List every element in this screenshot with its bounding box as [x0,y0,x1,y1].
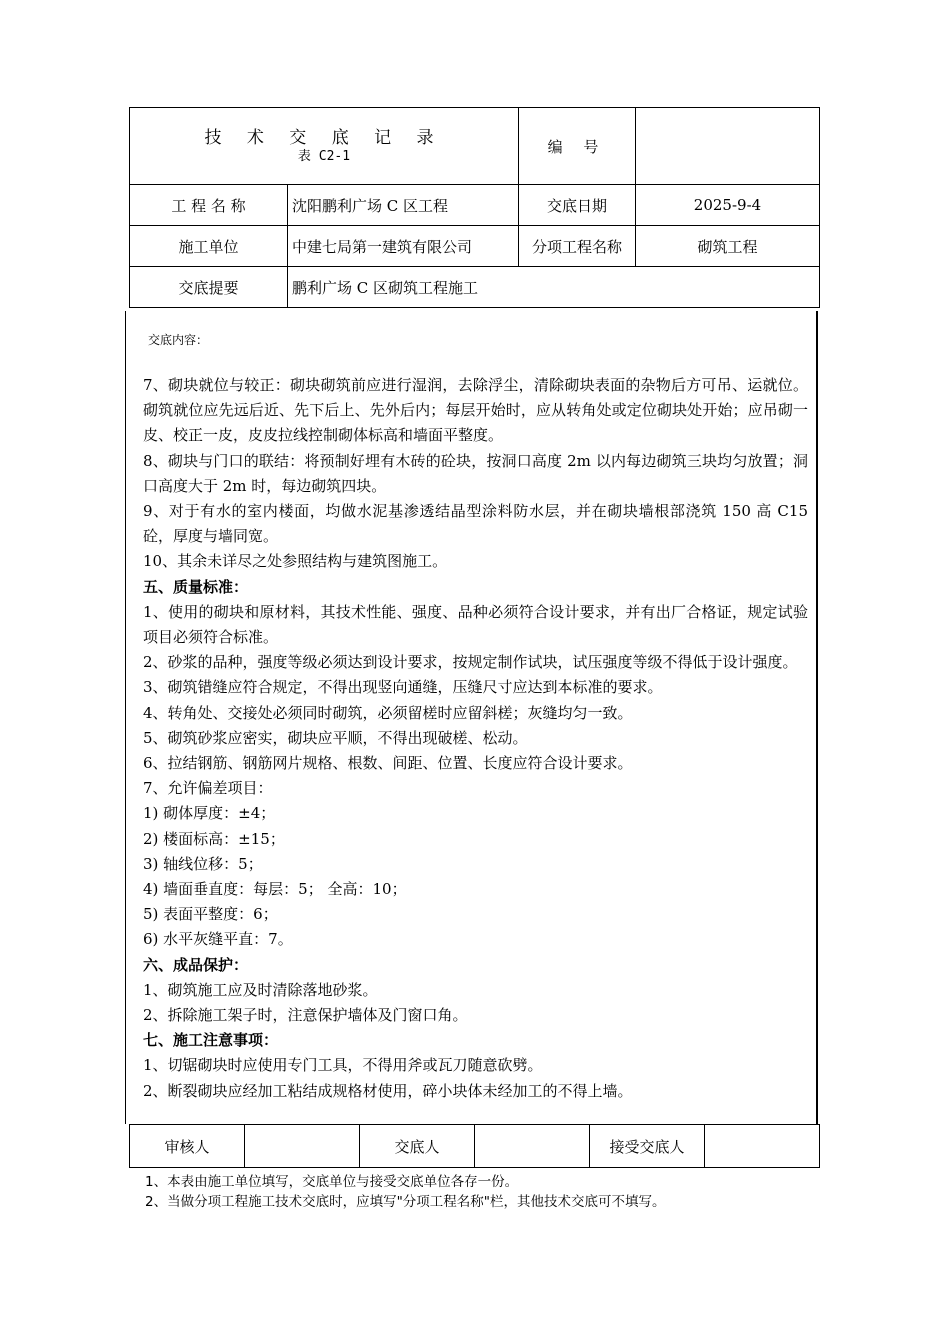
content-line: 5、砌筑砂浆应密实，砌块应平顺，不得出现破槎、松动。 [143,728,528,747]
content-line: 2、砂浆的品种，强度等级必须达到设计要求，按规定制作试块，试压强度等级不得低于设计强度。 [143,653,798,672]
content-line: 2、拆除施工架子时，注意保护墙体及门窗口角。 [143,1006,468,1025]
content-line: 10、其余未详尽之处参照结构与建筑图施工。 [143,552,448,571]
unit-label: 施工单位 [130,226,288,267]
content-line: 7、砌块就位与较正：砌块砌筑前应进行湿润，去除浮尘，清除砌块表面的杂物后方可吊、运就位。砌筑就位应先远后近、先下后上、先外后内；每层开始时，应从转角处或定位砌块处开始；应吊砌一皮、校正一皮，皮皮拉线控制砌体标高和墙面平整度。 [143,376,808,445]
date-value: 2025-9-4 [636,185,820,226]
content-line: 7、允许偏差项目： [143,779,273,798]
content-line: 5) 表面平整度：6； [143,905,278,924]
reviewer-label: 审核人 [130,1125,245,1168]
content-body [143,373,808,1104]
content-line: 4、转角处、交接处必须同时砌筑，必须留槎时应留斜槎；灰缝均匀一致。 [143,703,633,722]
footnotes [145,1172,666,1212]
discloser-label: 交底人 [360,1125,475,1168]
content-line: 4) 墙面垂直度：每层：5； 全高：10； [143,880,407,899]
receiver-label: 接受交底人 [590,1125,705,1168]
footnote: 1、本表由施工单位填写，交底单位与接受交底单位各存一份。 [145,1174,519,1190]
content-line: 6、拉结钢筋、钢筋网片规格、根数、间距、位置、长度应符合设计要求。 [143,754,633,773]
content-line: 2) 楼面标高：±15； [143,829,285,848]
content-line: 2、断裂砌块应经加工粘结成规格材使用，碎小块体未经加工的不得上墙。 [143,1081,633,1100]
content-line: 3) 轴线位移：5； [143,854,263,873]
section-heading-quality: 五、质量标准： [143,577,249,596]
subproject-value: 砌筑工程 [636,226,820,267]
subproject-label: 分项工程名称 [519,226,636,267]
content-line: 1、砌筑施工应及时清除落地砂浆。 [143,980,378,999]
content-line: 1、使用的砌块和原材料，其技术性能、强度、品种必须符合设计要求，并有出厂合格证，规定试验项目必须符合标准。 [143,602,808,647]
content-box [125,311,818,1124]
summary-label: 交底提要 [130,267,288,308]
signature-table [129,1124,820,1168]
content-label: 交底内容： [148,333,209,347]
content-line: 1、切锯砌块时应使用专门工具，不得用斧或瓦刀随意砍劈。 [143,1056,543,1075]
project-name-label: 工 程 名 称 [130,185,288,226]
summary-value: 鹏利广场 C 区砌筑工程施工 [288,267,820,308]
number-value [636,108,820,185]
content-line: 9、对于有水的室内楼面，均做水泥基渗透结晶型涂料防水层，并在砌块墙根部浇筑 150 高 C15 砼，厚度与墙同宽。 [143,502,808,546]
title-cell [130,108,519,185]
section-heading-notes: 七、施工注意事项： [143,1031,279,1050]
content-line: 8、砌块与门口的联结：将预制好埋有木砖的砼块，按洞口高度 2m 以内每边砌筑三块均匀放置；洞口高度大于 2m 时，每边砌筑四块。 [143,451,808,495]
footnote: 2、当做分项工程施工技术交底时，应填写"分项工程名称"栏，其他技术交底可不填写。 [145,1194,666,1210]
reviewer-value [245,1125,360,1168]
content-line: 1) 砌体厚度：±4； [143,804,276,823]
section-heading-protection: 六、成品保护： [143,955,249,974]
form-title: 技 术 交 底 记 录 [204,128,444,148]
project-name-value: 沈阳鹏利广场 C 区工程 [288,185,519,226]
header-table [129,107,820,308]
discloser-value [475,1125,590,1168]
number-label: 编 号 [519,108,636,185]
date-label: 交底日期 [519,185,636,226]
receiver-value [705,1125,820,1168]
content-line: 6) 水平灰缝平直：7。 [143,930,293,949]
content-line: 3、砌筑错缝应符合规定，不得出现竖向通缝，压缝尺寸应达到本标准的要求。 [143,678,663,697]
form-code: 表 C2-1 [297,149,351,164]
unit-value: 中建七局第一建筑有限公司 [288,226,519,267]
